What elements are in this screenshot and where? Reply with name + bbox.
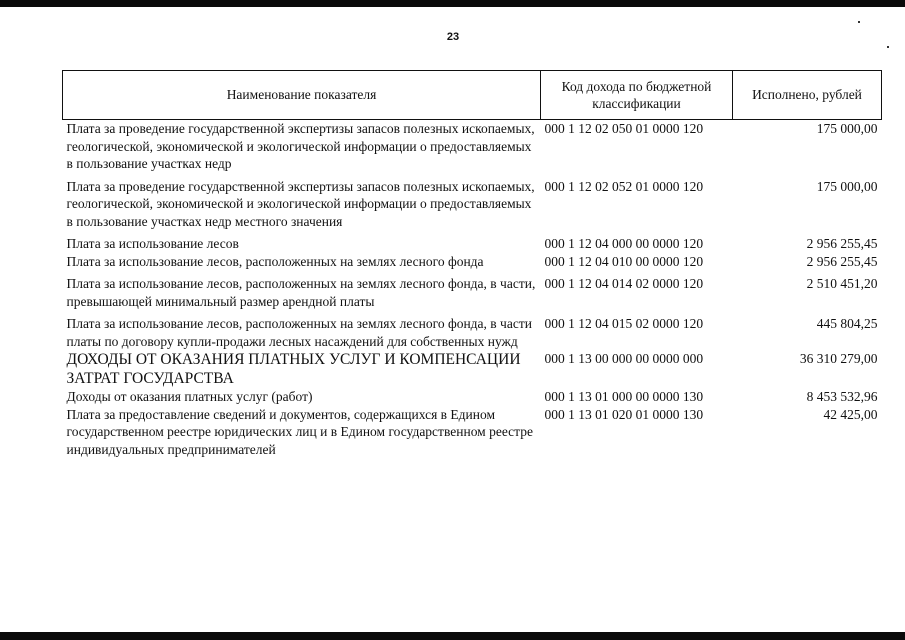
- row-amount: 2 510 451,20: [806, 276, 878, 291]
- page-number: 23: [446, 31, 460, 43]
- scan-top-edge: [0, 0, 905, 7]
- row-name: ДОХОДЫ ОТ ОКАЗАНИЯ ПЛАТНЫХ УСЛУГ И КОМПЕНСАЦИИ ЗАТРАТ ГОСУДАРСТВА: [66, 351, 521, 387]
- table-row: [63, 178, 882, 236]
- row-code: 000 1 12 02 050 01 0000 120: [544, 121, 704, 136]
- row-amount: 8 453 532,96: [806, 389, 878, 404]
- row-amount: 36 310 279,00: [799, 351, 878, 366]
- row-name: Плата за использование лесов, расположенных на землях лесного фонда, в части платы по договору купли-продажи лесных насаждений для собственных нужд: [66, 316, 532, 349]
- row-amount: 445 804,25: [816, 316, 878, 331]
- table-row: [63, 253, 882, 276]
- row-name: Плата за использование лесов: [66, 236, 239, 251]
- header-budget-code: Код дохода по бюджетной классификации: [541, 71, 733, 120]
- header-indicator-name: Наименование показателя: [63, 71, 541, 120]
- table-row-section: [63, 350, 882, 388]
- row-code: 000 1 13 00 000 00 0000 000: [544, 351, 704, 366]
- row-name: Доходы от оказания платных услуг (работ): [66, 389, 313, 404]
- header-executed-amount: Исполнено, рублей: [733, 71, 882, 120]
- table-row: [63, 235, 882, 253]
- row-code: 000 1 13 01 000 00 0000 130: [544, 389, 704, 404]
- row-amount: 42 425,00: [823, 406, 878, 422]
- row-name: Плата за проведение государственной экспертизы запасов полезных ископаемых, геологической, экономической и экологической информации о предоставляемых в пользование участках недр: [66, 121, 535, 171]
- table-header-row: [63, 71, 882, 120]
- row-code: 000 1 12 02 052 01 0000 120: [544, 178, 704, 194]
- scan-speck: [887, 46, 889, 48]
- table-row: [63, 315, 882, 350]
- revenue-table: [62, 70, 882, 458]
- scan-bottom-edge: [0, 632, 905, 640]
- row-code: 000 1 12 04 000 00 0000 120: [544, 236, 704, 251]
- scan-speck: [858, 21, 860, 23]
- row-name: Плата за проведение государственной экспертизы запасов полезных ископаемых, геологической, экономической и экологической информации о предоставляемых в пользование участках недр местного значения: [66, 178, 535, 229]
- table-row: [63, 406, 882, 459]
- row-code: 000 1 12 04 014 02 0000 120: [544, 276, 704, 291]
- row-amount: 175 000,00: [816, 178, 878, 194]
- table-row: [63, 275, 882, 315]
- row-amount: 2 956 255,45: [806, 253, 878, 269]
- row-amount: 2 956 255,45: [806, 236, 878, 251]
- row-name: Плата за использование лесов, расположенных на землях лесного фонда: [66, 253, 484, 269]
- row-code: 000 1 12 04 010 00 0000 120: [544, 253, 704, 269]
- table-row: [63, 120, 882, 178]
- row-code: 000 1 13 01 020 01 0000 130: [544, 406, 704, 422]
- row-amount: 175 000,00: [816, 121, 878, 136]
- row-code: 000 1 12 04 015 02 0000 120: [544, 316, 704, 331]
- row-name: Плата за предоставление сведений и документов, содержащихся в Едином государственном реестре юридических лиц и в Едином государственном реестре индивидуальных предпринимателей: [66, 406, 533, 457]
- table-row: [63, 388, 882, 406]
- row-name: Плата за использование лесов, расположенных на землях лесного фонда, в части, превышающей минимальный размер арендной платы: [66, 276, 536, 309]
